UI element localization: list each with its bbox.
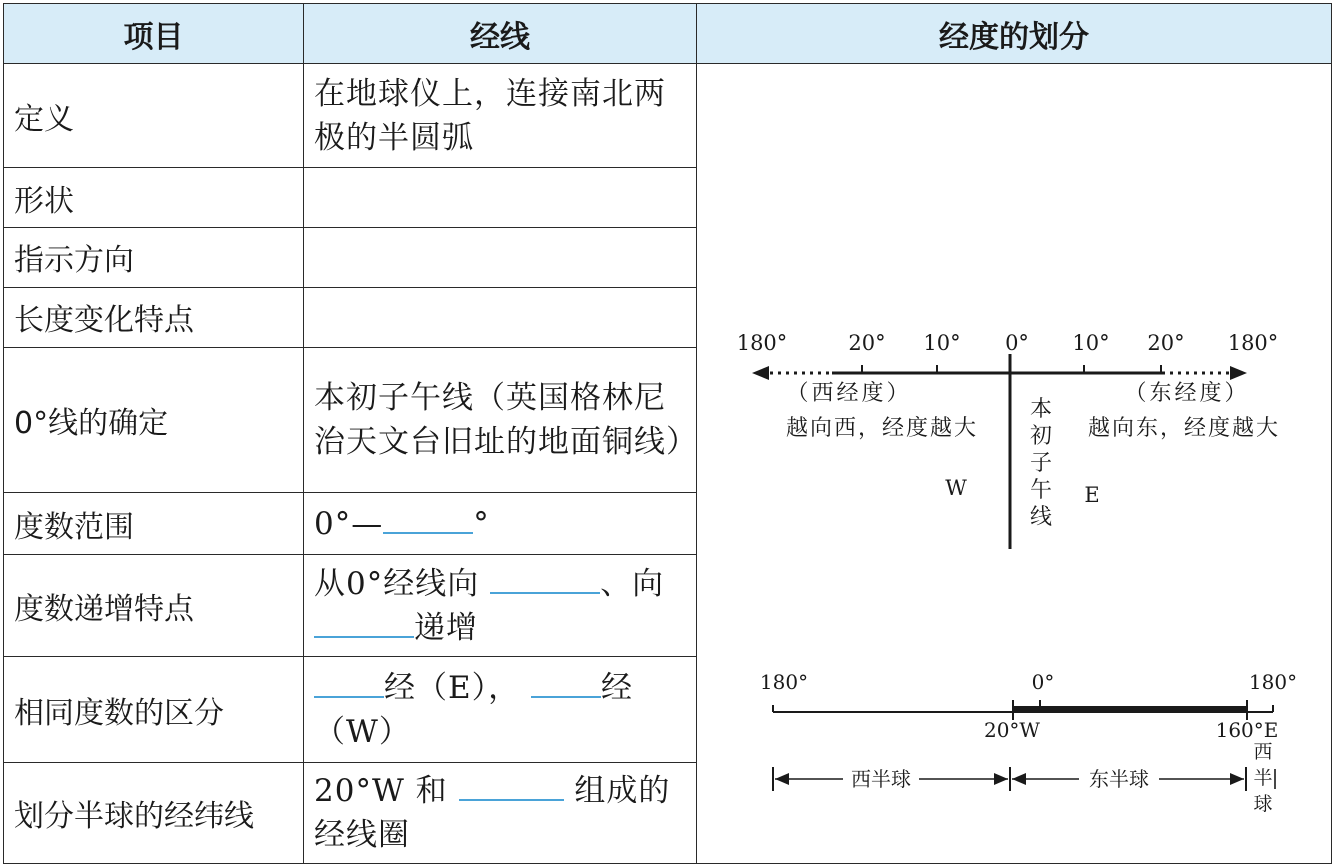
increase-blank-1[interactable] [490, 563, 600, 594]
row-value-definition: 在地球仪上，连接南北两极的半圆弧 [304, 64, 697, 168]
distinguish-p2: 经 [601, 669, 633, 706]
west-longitude-label: （西经度） [786, 381, 912, 406]
header-meridian: 经线 [304, 4, 697, 64]
meridian-char: 本 [1029, 397, 1053, 422]
meridian-table [3, 3, 1332, 864]
hemisphere-mid: 组成的 [574, 772, 671, 809]
arrow-right-icon [994, 773, 1008, 785]
tick-label: 20° [848, 331, 886, 355]
west-hemisphere-label: 西半球 [851, 767, 911, 791]
increase-suffix: 递增 [414, 609, 478, 646]
longitude-axis-diagram [737, 331, 1280, 549]
east-longitude-note: 越向东，经度越大 [1087, 416, 1281, 441]
row-value-length [304, 287, 697, 347]
longitude-diagrams [707, 64, 1336, 859]
row-label-hemisphere: 划分半球的经纬线 [4, 762, 304, 863]
row-label-shape: 形状 [4, 168, 304, 228]
distinguish-blank-1[interactable] [314, 667, 384, 698]
tick-label: 20° [1147, 331, 1185, 355]
row-label-zero-line: 0°线的确定 [4, 347, 304, 493]
hemi-bottom-left-label: 20°W [983, 718, 1041, 742]
row-value-increase [304, 555, 697, 657]
hemisphere-suffix: 经线圈 [314, 816, 410, 853]
hemi-bold-segment [1013, 706, 1247, 713]
increase-prefix: 从0°经线向 [314, 565, 480, 602]
row-label-direction: 指示方向 [4, 228, 304, 288]
east-hemisphere-label: 东半球 [1089, 767, 1149, 791]
distinguish-p3: （W） [314, 713, 411, 750]
row-label-definition: 定义 [4, 64, 304, 168]
row-value-hemisphere [304, 762, 697, 863]
west-hemi-vertical-char: 半 [1253, 767, 1273, 789]
east-letter: E [1084, 483, 1100, 507]
row-label-length: 长度变化特点 [4, 287, 304, 347]
header-item: 项目 [4, 4, 304, 64]
west-longitude-note: 越向西，经度越大 [785, 416, 979, 441]
row-value-distinguish [304, 657, 697, 762]
tick-label: 10° [1072, 331, 1110, 355]
distinguish-p1: 经（E）， [384, 669, 521, 706]
longitude-diagram-cell [697, 64, 1332, 864]
increase-mid: 、向 [600, 565, 665, 602]
hemisphere-prefix: 20°W 和 [314, 772, 448, 809]
range-blank[interactable] [383, 503, 473, 534]
hemisphere-diagram [760, 670, 1297, 815]
east-longitude-label: （东经度） [1124, 381, 1250, 406]
table-row [4, 64, 1332, 168]
row-value-range [304, 493, 697, 555]
row-label-distinguish: 相同度数的区分 [4, 657, 304, 762]
meridian-char: 初 [1029, 424, 1053, 449]
increase-blank-2[interactable] [314, 607, 414, 638]
west-hemi-vertical-char: 球 [1253, 793, 1273, 815]
hemi-bottom-right-label: 160°E [1215, 718, 1279, 742]
east-arrow-icon [1230, 366, 1247, 380]
meridian-char: 线 [1029, 505, 1053, 530]
row-label-range: 度数范围 [4, 493, 304, 555]
row-value-shape [304, 168, 697, 228]
west-arrow-icon [752, 366, 769, 380]
hemi-top-right-label: 180° [1248, 670, 1298, 694]
tick-label: 180° [1227, 331, 1279, 355]
arrow-left-icon [775, 773, 789, 785]
arrow-right-icon [1230, 773, 1244, 785]
hemi-top-left-label: 180° [759, 670, 809, 694]
range-prefix: 0°— [314, 505, 384, 542]
tick-label: 0° [1005, 331, 1029, 355]
range-suffix: ° [473, 505, 490, 542]
header-row [4, 4, 1332, 64]
west-hemi-vertical-char: 西 [1253, 741, 1273, 763]
hemisphere-blank[interactable] [459, 770, 564, 801]
meridian-char: 子 [1029, 451, 1053, 476]
tick-label: 180° [736, 331, 788, 355]
header-longitude-division: 经度的划分 [697, 4, 1332, 64]
distinguish-blank-2[interactable] [531, 667, 601, 698]
row-value-zero-line: 本初子午线（英国格林尼治天文台旧址的地面铜线） [304, 347, 697, 493]
row-label-increase: 度数递增特点 [4, 555, 304, 657]
tick-label: 10° [923, 331, 961, 355]
row-value-direction [304, 228, 697, 288]
west-letter: W [945, 476, 967, 500]
meridian-char: 午 [1029, 478, 1053, 503]
arrow-left-icon [1012, 773, 1026, 785]
hemi-top-mid-label: 0° [1031, 670, 1055, 694]
